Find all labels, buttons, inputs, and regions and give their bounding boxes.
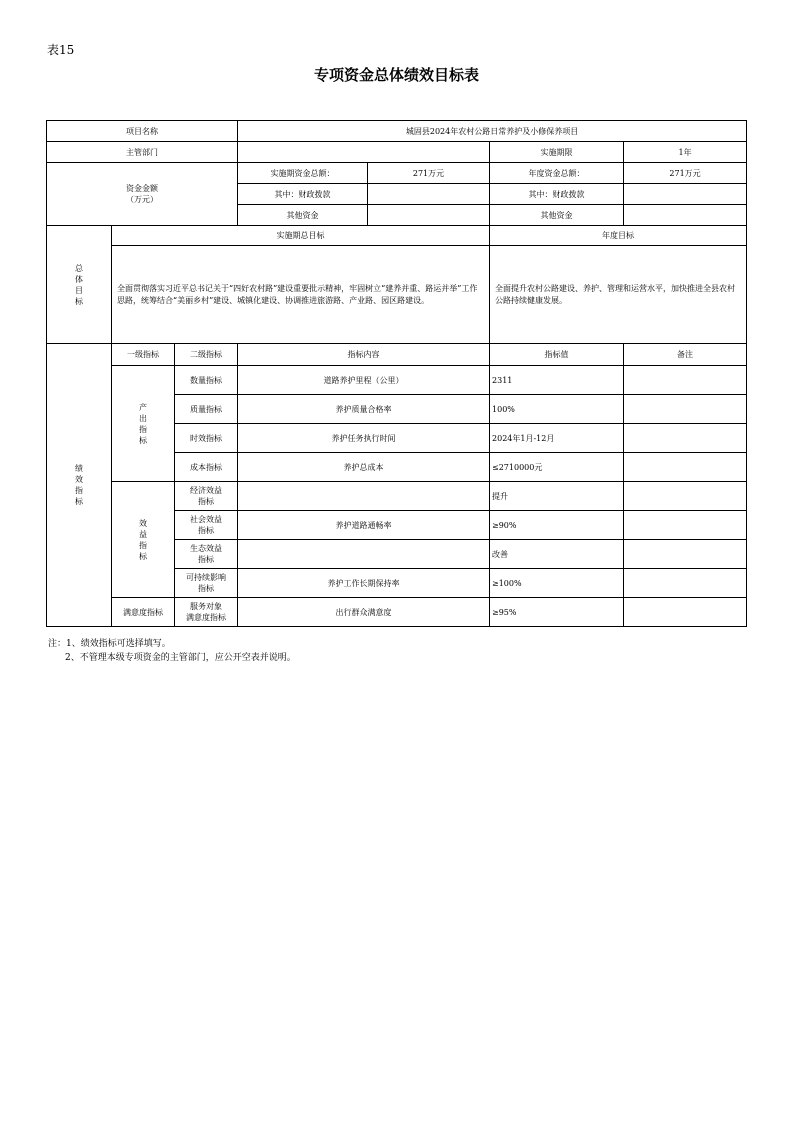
satisfaction-indicators-label: 满意度指标 bbox=[112, 598, 175, 627]
content-cell: 道路养护里程（公里） bbox=[238, 366, 490, 395]
period-value: 1年 bbox=[624, 142, 747, 163]
content-cell: 养护工作长期保持率 bbox=[238, 569, 490, 598]
level2-cell: 服务对象 满意度指标 bbox=[175, 598, 238, 627]
header-level2: 二级指标 bbox=[175, 344, 238, 366]
remark-cell bbox=[624, 511, 747, 540]
remark-cell bbox=[624, 482, 747, 511]
page-title: 专项资金总体绩效目标表 bbox=[313, 66, 479, 84]
annual-goal-text: 全面提升农村公路建设、养护、管理和运营水平，加快推进全县农村公路持续健康发展。 bbox=[490, 246, 747, 344]
level2-cell: 社会效益 指标 bbox=[175, 511, 238, 540]
overall-goals-label: 总体目标 bbox=[47, 226, 112, 344]
value-cell: ≥95% bbox=[490, 598, 624, 627]
total-funds-label: 实施期资金总额： bbox=[238, 163, 368, 184]
level2-cell: 数量指标 bbox=[175, 366, 238, 395]
fiscal-label: 其中：财政拨款 bbox=[238, 184, 368, 205]
remark-cell bbox=[624, 424, 747, 453]
header-level1: 一级指标 bbox=[112, 344, 175, 366]
content-cell: 养护道路通畅率 bbox=[238, 511, 490, 540]
value-cell: 改善 bbox=[490, 540, 624, 569]
content-cell: 养护总成本 bbox=[238, 453, 490, 482]
header-value: 指标值 bbox=[490, 344, 624, 366]
value-cell: ≥100% bbox=[490, 569, 624, 598]
indicators-label: 绩效指标 bbox=[47, 344, 112, 627]
funds-label: 资金金额 （万元） bbox=[47, 163, 238, 226]
fiscal-value bbox=[368, 184, 490, 205]
output-indicators-label: 产出指标 bbox=[112, 366, 175, 482]
remark-cell bbox=[624, 366, 747, 395]
annual-fiscal-value bbox=[624, 184, 747, 205]
project-name-label: 项目名称 bbox=[47, 121, 238, 142]
remark-cell bbox=[624, 540, 747, 569]
total-funds-value: 271万元 bbox=[368, 163, 490, 184]
annual-funds-value: 271万元 bbox=[624, 163, 747, 184]
level2-cell: 可持续影响 指标 bbox=[175, 569, 238, 598]
value-cell: 2024年1月-12月 bbox=[490, 424, 624, 453]
header-content: 指标内容 bbox=[238, 344, 490, 366]
remark-cell bbox=[624, 453, 747, 482]
level2-cell: 成本指标 bbox=[175, 453, 238, 482]
period-goal-header: 实施期总目标 bbox=[112, 226, 490, 246]
level2-cell: 质量指标 bbox=[175, 395, 238, 424]
content-cell: 出行群众满意度 bbox=[238, 598, 490, 627]
level2-cell: 时效指标 bbox=[175, 424, 238, 453]
remark-cell bbox=[624, 395, 747, 424]
value-cell: ≥90% bbox=[490, 511, 624, 540]
remark-cell bbox=[624, 598, 747, 627]
note-2: 2、不管理本级专项资金的主管部门，应公开空表并说明。 bbox=[65, 653, 296, 663]
content-cell: 养护质量合格率 bbox=[238, 395, 490, 424]
annual-other-label: 其他资金 bbox=[490, 205, 624, 226]
project-name-value: 城固县2024年农村公路日常养护及小修保养项目 bbox=[238, 121, 747, 142]
level2-cell: 经济效益 指标 bbox=[175, 482, 238, 511]
content-cell bbox=[238, 540, 490, 569]
table-number: 表15 bbox=[47, 43, 75, 57]
annual-funds-label: 年度资金总额： bbox=[490, 163, 624, 184]
dept-label: 主管部门 bbox=[47, 142, 238, 163]
content-cell bbox=[238, 482, 490, 511]
dept-value bbox=[238, 142, 490, 163]
value-cell: 2311 bbox=[490, 366, 624, 395]
benefit-indicators-label: 效益指标 bbox=[112, 482, 175, 598]
value-cell: 提升 bbox=[490, 482, 624, 511]
other-funds-label: 其他资金 bbox=[238, 205, 368, 226]
header-remark: 备注 bbox=[624, 344, 747, 366]
remark-cell bbox=[624, 569, 747, 598]
notes bbox=[48, 637, 296, 665]
value-cell: ≤2710000元 bbox=[490, 453, 624, 482]
value-cell: 100% bbox=[490, 395, 624, 424]
other-funds-value bbox=[368, 205, 490, 226]
annual-other-value bbox=[624, 205, 747, 226]
period-label: 实施期限 bbox=[490, 142, 624, 163]
level2-cell: 生态效益 指标 bbox=[175, 540, 238, 569]
performance-target-table bbox=[46, 120, 747, 627]
annual-fiscal-label: 其中：财政拨款 bbox=[490, 184, 624, 205]
content-cell: 养护任务执行时间 bbox=[238, 424, 490, 453]
annual-goal-header: 年度目标 bbox=[490, 226, 747, 246]
period-goal-text: 全面贯彻落实习近平总书记关于“四好农村路”建设重要批示精神，牢固树立“建养并重、路运并举”工作思路，统筹结合“美丽乡村”建设、城镇化建设、协调推进旅游路、产业路、园区路建设。 bbox=[112, 246, 490, 344]
note-1: 注：1、绩效指标可选择填写。 bbox=[48, 639, 171, 649]
